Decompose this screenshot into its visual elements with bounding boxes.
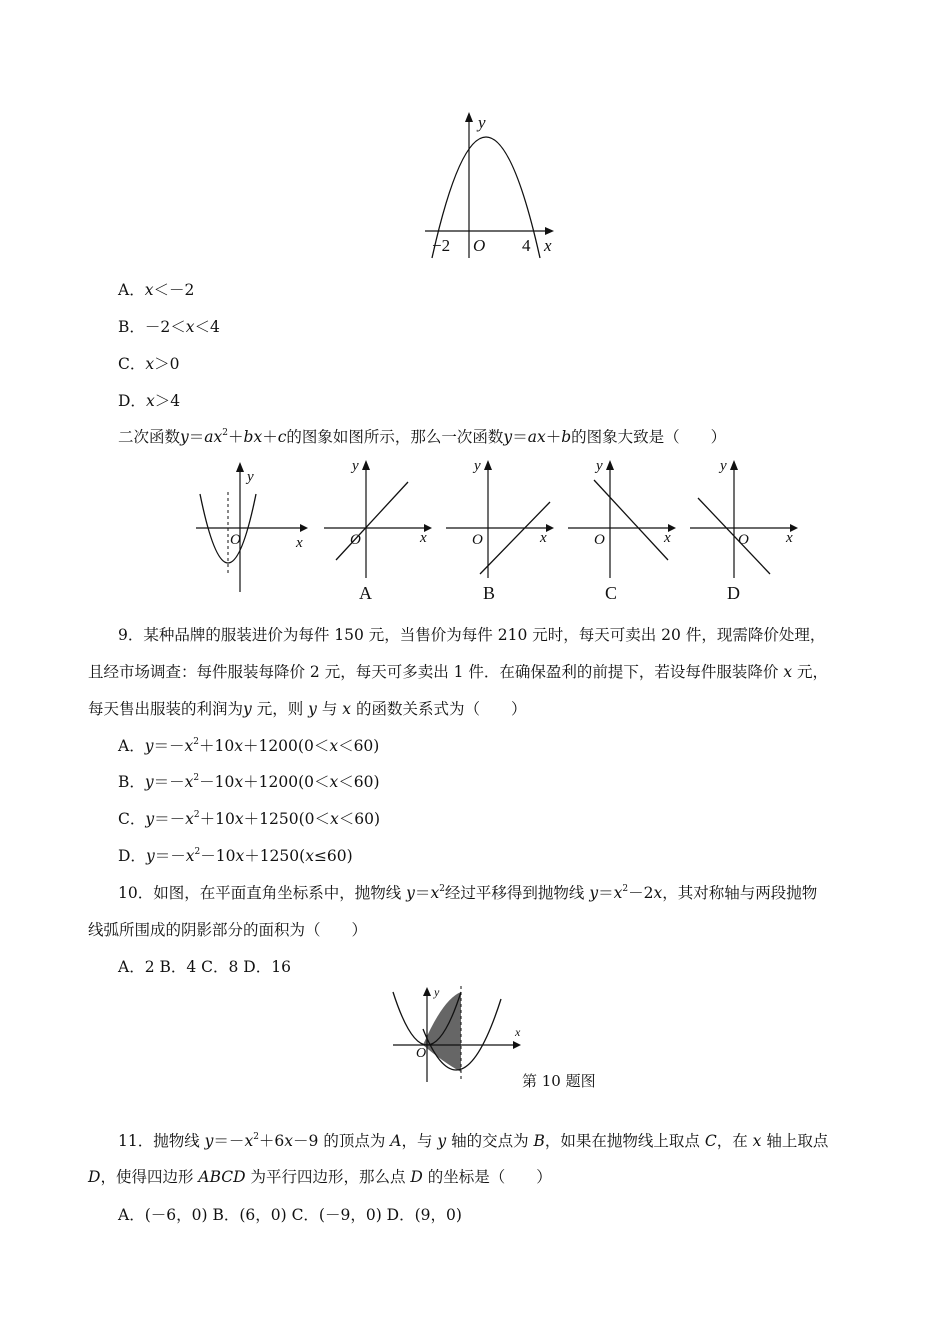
superscript: 2 (194, 847, 201, 857)
q10-figure-caption: 第 10 题图 (522, 1072, 596, 1090)
text-run: 的图象大致是（ ） (571, 428, 727, 446)
text-run: D． (118, 847, 146, 865)
text-run: y (145, 847, 155, 865)
text-run: x (234, 737, 243, 755)
q10-options[interactable] (118, 956, 291, 978)
svg-text:x: x (786, 530, 793, 546)
q9-option-c[interactable] (118, 808, 380, 830)
text-run: ＋ (228, 428, 244, 446)
text-run: y (589, 884, 599, 902)
q7-option-c[interactable] (118, 353, 180, 375)
text-run: y (204, 1132, 214, 1150)
text-run: ＝－ (213, 1132, 245, 1150)
text-run: 二次函数 (118, 428, 181, 446)
text-run: y (144, 737, 154, 755)
q9-option-a[interactable] (118, 735, 379, 757)
text-run: 元， (792, 663, 829, 681)
text-run: 经过平移得到抛物线 (444, 884, 590, 902)
svg-text:y: y (352, 458, 359, 474)
superscript: 2 (193, 773, 200, 783)
svg-text:x: x (664, 530, 671, 546)
q8-quad-origin: O (230, 532, 241, 548)
text-run: ，与 (401, 1132, 438, 1150)
text-run: －2 (628, 884, 654, 902)
q8-option-d-label: D (727, 583, 740, 603)
superscript: 2 (622, 884, 629, 894)
text-run: x (329, 810, 339, 828)
text-run: A．2 B．4 C．8 D．16 (118, 958, 291, 976)
text-run: x (284, 1132, 294, 1150)
text-run: 且经市场调查：每件服装每降价 2 元，每天可多卖出 1 件．在确保盈利的前提下，若设每件服装降价 (88, 663, 784, 681)
text-run: 元，则 (251, 700, 309, 718)
text-run: ＞4 (154, 392, 181, 410)
text-run: －10 (199, 773, 235, 791)
text-run: x (305, 847, 314, 865)
q8-option-a-label: A (359, 583, 372, 603)
q10-shaded-region (423, 992, 461, 1072)
option-letter: C． (118, 355, 146, 373)
text-run: C． (118, 810, 146, 828)
text-run: ＋10 (199, 810, 235, 828)
svg-text:O: O (738, 532, 749, 548)
text-run: x (144, 281, 154, 299)
svg-text:y: y (720, 458, 727, 474)
text-run: ax (527, 428, 546, 446)
text-run: 轴的交点为 (446, 1132, 534, 1150)
superscript: 2 (253, 1132, 259, 1142)
text-run: ＋1250( (244, 847, 306, 865)
text-run: ＋ (545, 428, 562, 446)
q7-option-b[interactable] (118, 316, 220, 338)
svg-text:y: y (474, 458, 481, 474)
q8-quad-y: y (247, 469, 254, 485)
q8-graphs (190, 452, 800, 612)
text-run: ≤60) (313, 847, 353, 865)
text-run: B． (118, 773, 145, 791)
q11-options[interactable] (118, 1204, 462, 1226)
text-run: 线弧所围成的阴影部分的面积为（ ） (88, 921, 368, 939)
text-run: y (503, 428, 513, 446)
text-run: x (185, 847, 195, 865)
q7-y-arrow (465, 112, 473, 122)
text-run: ，在 (716, 1132, 753, 1150)
text-run: 每天售出服装的利润为 (88, 700, 244, 718)
text-run: ＋10 (198, 737, 235, 755)
q9-text-line (88, 698, 526, 720)
text-run: ＋1200(0＜ (242, 737, 330, 755)
text-run: y (180, 428, 189, 446)
text-run: －9 的顶点为 (293, 1132, 391, 1150)
text-run: ＞0 (154, 355, 180, 373)
text-run: ＜60) (338, 810, 381, 828)
q9-option-b[interactable] (118, 771, 380, 793)
q10-graph (385, 984, 535, 1084)
text-run: C (704, 1132, 717, 1150)
q9-option-d[interactable] (118, 845, 353, 867)
text-run: c (277, 428, 287, 446)
text-run: x (145, 392, 155, 410)
text-run: x (329, 737, 339, 755)
text-run: 的函数关系式为（ ） (351, 700, 527, 718)
text-run: x (752, 1132, 762, 1150)
text-run: x (185, 810, 194, 828)
q10-text-line (118, 882, 817, 904)
superscript: 2 (222, 428, 229, 438)
text-run: x (244, 1132, 254, 1150)
text-run: A．(－6，0) B．(6，0) C．(－9，0) D．(9，0) (118, 1206, 462, 1224)
text-run: －2＜ (144, 318, 186, 336)
text-run: ＝ (188, 428, 205, 446)
q7-label-x: x (544, 236, 552, 255)
q8-question (118, 426, 726, 448)
text-run: ＋1200(0＜ (243, 773, 330, 791)
text-run: x (342, 700, 352, 718)
q9-text-line (118, 624, 825, 646)
text-run: A (390, 1132, 402, 1150)
text-run: bx (243, 428, 263, 446)
q7-label-y: y (478, 113, 486, 132)
text-run: x (430, 884, 440, 902)
text-run: x (184, 737, 194, 755)
q7-label-neg2: −2 (432, 236, 451, 255)
text-run: A． (118, 737, 145, 755)
text-run: x (185, 318, 195, 336)
q8-option-b-label: B (483, 583, 496, 603)
text-run: ax (204, 428, 223, 446)
text-run: x (235, 847, 245, 865)
svg-text:y: y (596, 458, 603, 474)
text-run: 10．如图，在平面直角坐标系中，抛物线 (118, 884, 407, 902)
q7-option-d[interactable] (118, 390, 180, 412)
text-run: 为平行四边形，那么点 (245, 1168, 411, 1186)
q8-quad-x: x (296, 535, 303, 551)
text-run: x (234, 773, 244, 791)
text-run: x (783, 663, 793, 681)
q10-text-line (88, 919, 367, 941)
q8-quadratic-graph (196, 462, 308, 592)
text-run: ＋1250(0＜ (243, 810, 330, 828)
text-run: x (234, 810, 244, 828)
text-run: y (243, 700, 252, 718)
q11-text-line (88, 1166, 552, 1188)
q11-text-line (118, 1130, 828, 1152)
text-run: ，其对称轴与两段抛物 (662, 884, 818, 902)
q7-label-4: 4 (522, 236, 531, 255)
text-run: 的坐标是（ ） (422, 1168, 552, 1186)
text-run: ，如果在抛物线上取点 (544, 1132, 705, 1150)
text-run: ＜60) (338, 773, 380, 791)
superscript: 2 (193, 810, 200, 820)
text-run: 轴上取点 (761, 1132, 829, 1150)
text-run: y (145, 810, 155, 828)
text-run: x (613, 884, 623, 902)
text-run: ＝ (414, 884, 431, 902)
option-letter: D． (118, 392, 146, 410)
q8-option-c-graph[interactable] (568, 458, 676, 603)
text-run: ＝－ (153, 737, 185, 755)
text-run: 9．某种品牌的服装进价为每件 150 元，当售价为每件 210 元时，每天可卖出 20 件，现需降价处理， (118, 626, 826, 644)
svg-text:O: O (350, 532, 361, 548)
q7-x-arrow (545, 227, 554, 235)
q9-text-line (88, 661, 828, 683)
text-run: ＝ (512, 428, 528, 446)
q10-label-origin: O (416, 1046, 427, 1061)
text-run: 11．抛物线 (118, 1132, 205, 1150)
text-run: ＋6 (258, 1132, 285, 1150)
q8-option-d-graph[interactable] (690, 458, 798, 603)
text-run: ＋ (262, 428, 278, 446)
text-run: x (329, 773, 339, 791)
text-run: ＜4 (194, 318, 220, 336)
svg-text:O: O (472, 532, 483, 548)
q8-option-b-graph[interactable] (446, 458, 554, 603)
text-run: y (406, 884, 415, 902)
q10-label-x: x (515, 1025, 521, 1039)
svg-text:x: x (420, 530, 427, 546)
text-run: ，使得四边形 (100, 1168, 199, 1186)
text-run: ＝－ (154, 847, 186, 865)
text-run: D (410, 1168, 423, 1186)
superscript: 2 (193, 737, 199, 747)
text-run: ＜－2 (153, 281, 195, 299)
text-run: 的图象如图所示，那么一次函数 (286, 428, 504, 446)
text-run: ＝－ (153, 773, 185, 791)
q10-label-y: y (434, 985, 440, 999)
text-run: D (88, 1168, 101, 1186)
text-run: B (533, 1132, 545, 1150)
text-run: ＝ (598, 884, 614, 902)
q7-label-origin: O (473, 236, 486, 255)
q8-option-c-label: C (605, 583, 618, 603)
text-run: x (184, 773, 194, 791)
text-run: 与 (316, 700, 343, 718)
text-run: y (144, 773, 154, 791)
svg-text:x: x (540, 530, 547, 546)
q7-parabola-graph (420, 108, 570, 263)
option-letter: B． (118, 318, 145, 336)
text-run: ＜60) (338, 737, 380, 755)
q8-option-a-graph[interactable] (324, 458, 432, 603)
text-run: x (145, 355, 155, 373)
svg-text:O: O (594, 532, 605, 548)
text-run: ABCD (198, 1168, 246, 1186)
text-run: y (437, 1132, 447, 1150)
text-run: －10 (200, 847, 236, 865)
text-run: ＝－ (154, 810, 186, 828)
text-run: x (653, 884, 663, 902)
q7-option-a[interactable] (118, 279, 194, 301)
text-run: b (561, 428, 572, 446)
text-run: y (308, 700, 317, 718)
option-letter: A． (118, 281, 145, 299)
superscript: 2 (439, 884, 445, 894)
